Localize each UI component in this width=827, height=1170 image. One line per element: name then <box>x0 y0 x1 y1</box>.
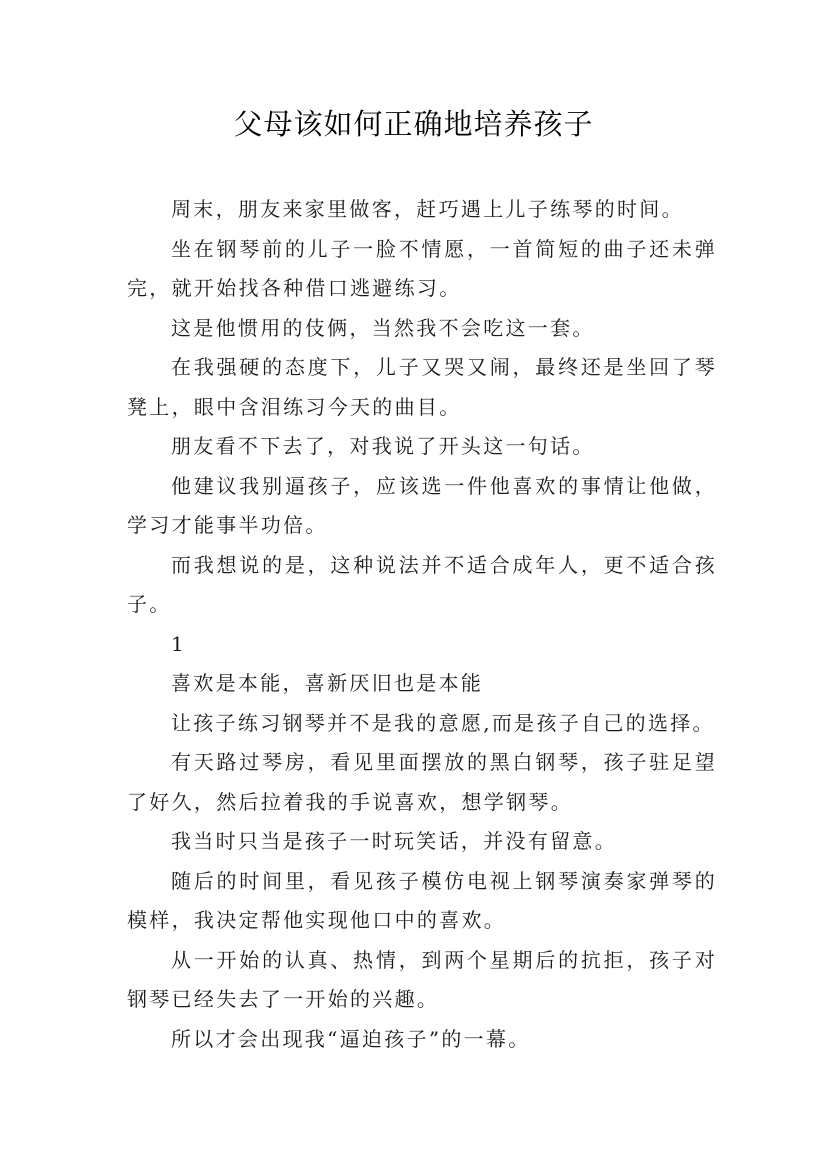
paragraph: 随后的时间里，看见孩子模仿电视上钢琴演奏家弹琴的模样，我决定帮他实现他口中的喜欢。 <box>127 868 717 932</box>
paragraph: 他建议我别逼孩子，应该选一件他喜欢的事情让他做，学习才能事半功倍。 <box>127 473 717 537</box>
section-heading: 喜欢是本能，喜新厌旧也是本能 <box>171 671 484 695</box>
paragraph: 而我想说的是，这种说法并不适合成年人，更不适合孩子。 <box>127 552 717 616</box>
paragraph: 周末，朋友来家里做客，赶巧遇上儿子练琴的时间。 <box>171 197 684 221</box>
paragraph: 坐在钢琴前的儿子一脸不情愿，一首简短的曲子还未弹完，就开始找各种借口逃避练习。 <box>127 236 717 300</box>
paragraph: 朋友看不下去了，对我说了开头这一句话。 <box>171 434 595 458</box>
paragraph: 让孩子练习钢琴并不是我的意愿,而是孩子自己的选择。 <box>171 710 715 735</box>
paragraph: 这是他惯用的伎俩，当然我不会吃这一套。 <box>171 315 595 340</box>
paragraph: 我当时只当是孩子一时玩笑话，并没有留意。 <box>171 829 617 853</box>
paragraph: 在我强硬的态度下，儿子又哭又闹，最终还是坐回了琴凳上，眼中含泪练习今天的曲目。 <box>127 355 717 419</box>
section-number: 1 <box>171 631 187 656</box>
paragraph: 从一开始的认真、热情，到两个星期后的抗拒，孩子对钢琴已经失去了一开始的兴趣。 <box>127 947 717 1011</box>
paragraph: 所以才会出现我“逼迫孩子”的一幕。 <box>171 1026 531 1051</box>
document-body <box>127 190 717 1059</box>
paragraph: 有天路过琴房，看见里面摆放的黑白钢琴，孩子驻足望了好久，然后拉着我的手说喜欢，想学钢琴。 <box>127 750 717 814</box>
document-title: 父母该如何正确地培养孩子 <box>233 107 594 141</box>
